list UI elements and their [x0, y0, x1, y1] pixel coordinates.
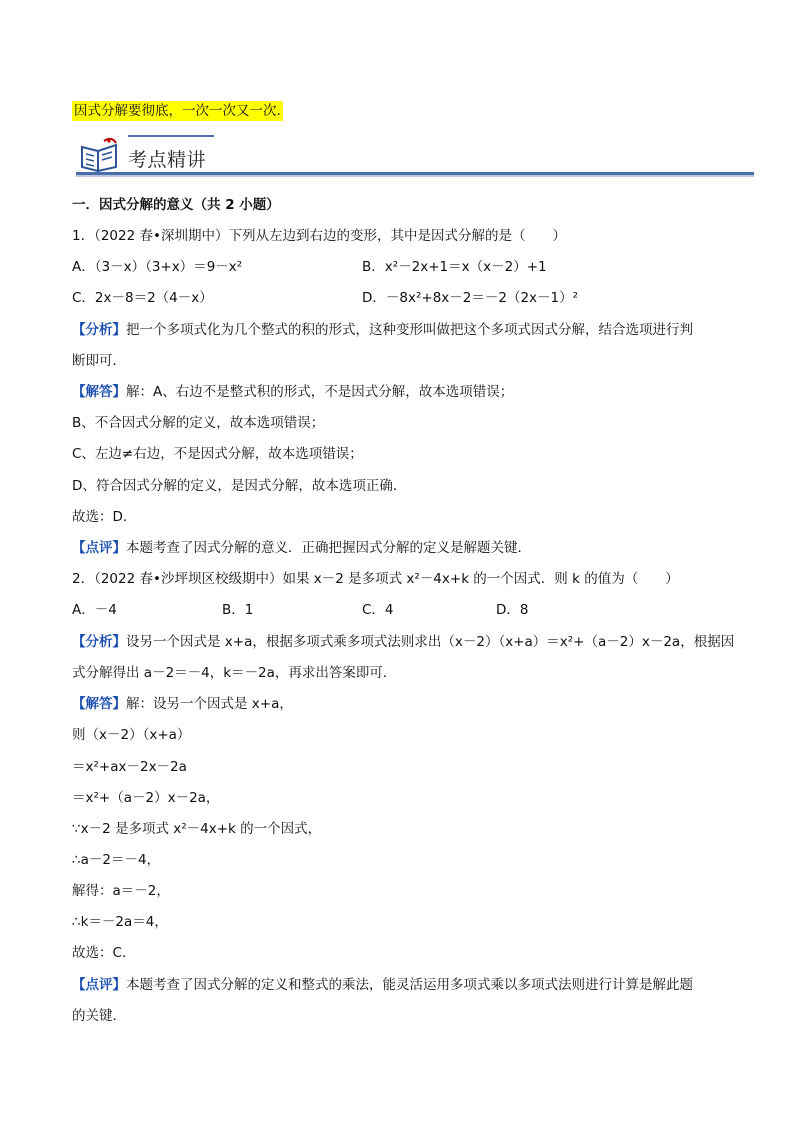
- q2-answer-line-5: ∵x－2 是多项式 x²－4x+k 的一个因式，: [72, 821, 322, 837]
- q2-answer-line-9: 故选：C．: [72, 945, 136, 961]
- q1-option-c: C．2x－8＝2（4－x）: [72, 290, 213, 306]
- q1-comment-tag: 【点评】: [72, 540, 126, 556]
- q2-analysis-tag: 【分析】: [72, 634, 126, 650]
- q2-answer-line-6: ∴a－2＝－4，: [72, 852, 161, 868]
- q2-stem: 2．（2022 春•沙坪坝区校级期中）如果 x－2 是多项式 x²－4x+k 的一个因式．则 k 的值为（ ）: [72, 571, 679, 587]
- q2-answer-tag: 【解答】: [72, 696, 126, 712]
- q1-option-d: D．－8x²+8x－2＝－2（2x－1）²: [362, 290, 579, 306]
- q2-comment-line-2: 的关键．: [72, 1008, 126, 1024]
- banner-top-rule: [128, 135, 214, 137]
- q2-comment-line-1: [72, 975, 693, 995]
- q2-option-a: A．－4: [72, 602, 117, 618]
- q1-option-b: B．x²－2x+1＝x（x－2）+1: [362, 259, 547, 275]
- section-heading: 一．因式分解的意义（共 2 小题）: [72, 197, 280, 213]
- q1-stem: 1．（2022 春•深圳期中）下列从左边到右边的变形，其中是因式分解的是（ ）: [72, 228, 566, 244]
- q2-answer-line-4: ＝x²+（a－2）x－2a，: [72, 790, 220, 806]
- q2-answer-line-2: 则（x－2）（x+a）: [72, 727, 191, 743]
- q2-analysis-line-2: 式分解得出 a－2＝－4，k＝－2a，再求出答案即可．: [72, 665, 397, 681]
- q1-answer-tag: 【解答】: [72, 384, 126, 400]
- q2-answer-line-1: [72, 694, 293, 714]
- q1-analysis-line-2: 断即可．: [72, 353, 126, 369]
- q1-answer-line-2: B、不合因式分解的定义，故本选项错误；: [72, 415, 325, 431]
- q2-analysis-line-1: [72, 632, 734, 652]
- q1-comment-text-1: 本题考查了因式分解的意义．正确把握因式分解的定义是解题关键．: [126, 540, 531, 556]
- q1-analysis-tag: 【分析】: [72, 322, 126, 338]
- q2-analysis-text-1: 设另一个因式是 x+a，根据多项式乘多项式法则求出（x－2）（x+a）＝x²+（a－2）x－2a，根据因: [126, 634, 735, 650]
- q1-analysis-line-1: [72, 320, 693, 340]
- q1-comment-line-1: [72, 538, 531, 558]
- q2-answer-text-1: 解：设另一个因式是 x+a，: [126, 696, 293, 712]
- q1-answer-line-5: 故选：D．: [72, 509, 137, 525]
- q2-comment-tag: 【点评】: [72, 977, 126, 993]
- book-icon: [78, 137, 122, 175]
- q2-option-d: D．8: [496, 602, 529, 618]
- q1-answer-line-4: D、符合因式分解的定义，是因式分解，故本选项正确．: [72, 478, 407, 494]
- q2-answer-line-8: ∴k＝－2a＝4，: [72, 914, 168, 930]
- q2-option-c: C．4: [362, 602, 394, 618]
- banner-title: 考点精讲: [128, 149, 207, 171]
- q1-answer-text-1: 解：A、右边不是整式积的形式，不是因式分解，故本选项错误；: [126, 384, 514, 400]
- q1-option-a: A．（3－x）（3+x）＝9－x²: [72, 259, 243, 275]
- q1-answer-line-1: [72, 382, 513, 402]
- q2-comment-text-1: 本题考查了因式分解的定义和整式的乘法，能灵活运用多项式乘以多项式法则进行计算是解此题: [126, 977, 693, 993]
- highlight-tip: 因式分解要彻底，一次一次又一次.: [74, 103, 281, 119]
- q2-option-b: B．1: [222, 602, 254, 618]
- q1-analysis-text-1: 把一个多项式化为几个整式的积的形式，这种变形叫做把这个多项式因式分解，结合选项进行判: [126, 322, 693, 338]
- q2-answer-line-3: ＝x²+ax－2x－2a: [72, 759, 187, 775]
- banner-rule-shadow: [76, 175, 754, 177]
- section-banner: [76, 133, 754, 179]
- q2-answer-line-7: 解得：a＝－2，: [72, 883, 170, 899]
- q1-answer-line-3: C、左边≠右边，不是因式分解，故本选项错误；: [72, 446, 363, 462]
